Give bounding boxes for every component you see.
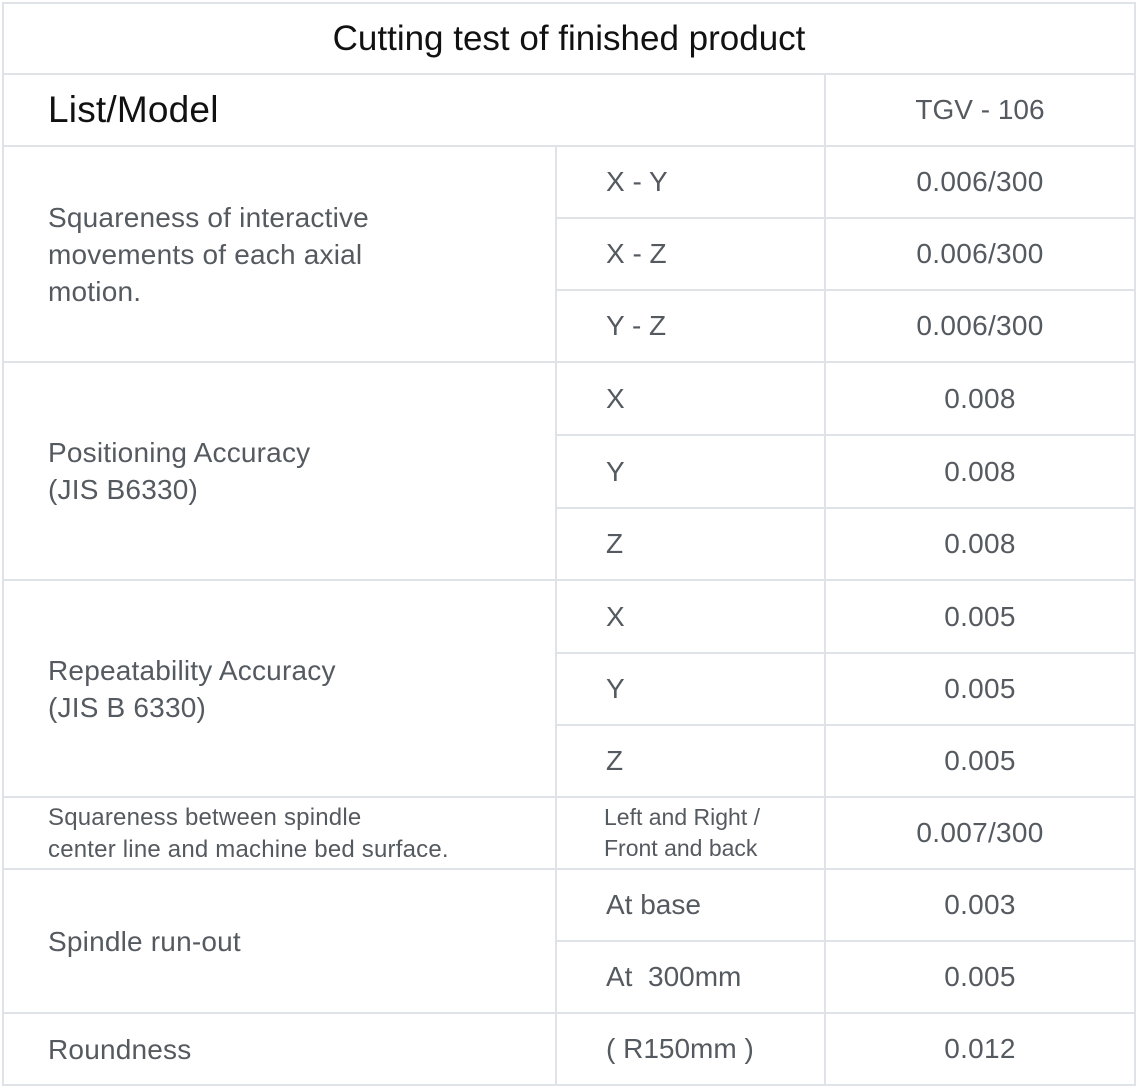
row-value: 0.006/300 — [825, 290, 1135, 362]
row-item: At base — [556, 869, 825, 941]
group-label-runout: Spindle run-out — [3, 869, 556, 1013]
row-item: Y — [556, 435, 825, 508]
title-row — [3, 3, 1135, 74]
group-label-positioning: Positioning Accuracy (JIS B6330) — [3, 362, 556, 580]
group-label-repeatability: Repeatability Accuracy (JIS B 6330) — [3, 580, 556, 797]
table-row — [3, 1013, 1135, 1085]
row-value: 0.008 — [825, 508, 1135, 580]
group-label-spindle-squareness: Squareness between spindle center line and machine bed surface. — [3, 797, 556, 869]
table-row — [3, 869, 1135, 941]
row-value: 0.005 — [825, 653, 1135, 725]
row-value: 0.006/300 — [825, 146, 1135, 218]
spec-table — [2, 2, 1136, 1086]
model-name: TGV - 106 — [825, 74, 1135, 146]
group-label-roundness: Roundness — [3, 1013, 556, 1085]
row-value: 0.007/300 — [825, 797, 1135, 869]
table-row — [3, 362, 1135, 435]
row-item: Y - Z — [556, 290, 825, 362]
row-item: Y — [556, 653, 825, 725]
header-label: List/Model — [3, 74, 825, 146]
row-item: X — [556, 580, 825, 653]
row-value: 0.005 — [825, 725, 1135, 797]
row-value: 0.008 — [825, 435, 1135, 508]
header-row — [3, 74, 1135, 146]
row-value: 0.006/300 — [825, 218, 1135, 290]
row-item: ( R150mm ) — [556, 1013, 825, 1085]
row-value: 0.012 — [825, 1013, 1135, 1085]
group-label-squareness: Squareness of interactive movements of each axial motion. — [3, 146, 556, 362]
row-item: At 300mm — [556, 941, 825, 1013]
row-item: Left and Right / Front and back — [556, 797, 825, 869]
row-item: X — [556, 362, 825, 435]
row-value: 0.003 — [825, 869, 1135, 941]
table-row — [3, 797, 1135, 869]
row-value: 0.005 — [825, 941, 1135, 1013]
row-value: 0.005 — [825, 580, 1135, 653]
row-item: Z — [556, 508, 825, 580]
table-row — [3, 580, 1135, 653]
row-item: X - Z — [556, 218, 825, 290]
table-row — [3, 146, 1135, 218]
row-item: Z — [556, 725, 825, 797]
row-value: 0.008 — [825, 362, 1135, 435]
table-title: Cutting test of finished product — [3, 3, 1135, 74]
row-item: X - Y — [556, 146, 825, 218]
